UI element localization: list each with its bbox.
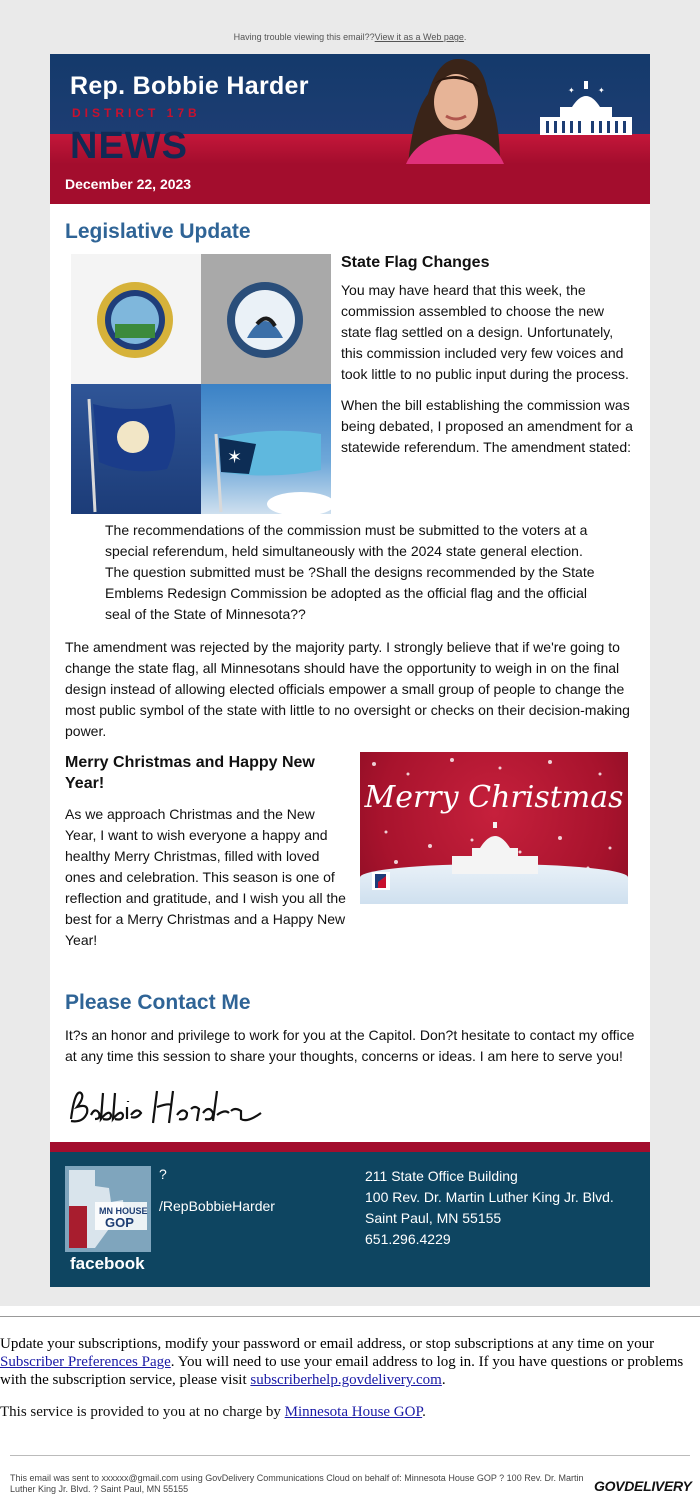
flags-and-seals-graphic [71,254,331,514]
flag-section [65,254,635,520]
legislative-update-heading: Legislative Update [65,220,251,243]
service-text [0,1403,700,1421]
address-line-3: Saint Paul, MN 55155 [365,1210,502,1226]
logo-text-gop: GOP [105,1215,134,1230]
district-label: DISTRICT 17B [72,106,201,120]
top-note [0,30,700,54]
subscription-text [0,1335,700,1389]
divider-bottom [10,1455,690,1456]
amendment-quote: The recommendations of the commission must be submitted to the voters at a special referendum, held simultaneously with the 2024 state general election. The question submitted must be ?Shall the designs recommended by the State Emblems Redesign Commission be adopted as the official flag and the official seal of the State of Minnesota?? [105,522,595,622]
newsletter-container [50,54,650,1287]
footer-red-divider [50,1142,650,1152]
state-flag-changes-heading: State Flag Changes [341,254,490,271]
svg-text:✦: ✦ [598,86,605,95]
facebook-handle-link[interactable]: /RepBobbieHarder [159,1198,275,1214]
logo-text-mn-house: MN HOUSE [99,1206,148,1216]
subscription-text-1: Update your subscriptions, modify your password or email address, or stop subscriptions at any time on your [0,1336,655,1352]
service-text-2: . [422,1404,426,1420]
flag-paragraph-1: You may have heard that this week, the commission assembled to choose the new state flag settled on a design. Unfortunately, this commission included very few voices and took little to no public input during the process. [341,282,629,382]
state-flag-comparison-image [71,254,331,514]
subscriber-preferences-link[interactable]: Subscriber Preferences Page [0,1354,171,1370]
capitol-icon [538,79,634,137]
signature-text: Bobbie Harder [65,1079,72,1080]
rep-name: Rep. Bobbie Harder [70,72,309,100]
email-footnote: This email was sent to xxxxxx@gmail.com using GovDelivery Communications Cloud on behalf of: Minnesota House GOP ? 100 Rev. Dr. Martin Luther King Jr. Blvd. ? Saint Paul, MN 55155 [10,1473,584,1494]
office-address [365,1166,614,1250]
newsletter-date: December 22, 2023 [65,176,192,192]
subscription-text-2: . You will need to use your email address to log in. If you have questions or problems with the subscription service, please visit [0,1354,684,1388]
newsletter-body [50,204,650,1142]
facebook-question-mark: ? [159,1166,167,1182]
top-note-text: Having trouble viewing this email?? [233,32,375,42]
flag-paragraph-2: When the bill establishing the commission was being debated, I proposed an amendment for a statewide referendum. The amendment stated: [341,397,633,455]
top-note-suffix: . [463,32,467,42]
christmas-paragraph: As we approach Christmas and the New Year, I want to wish everyone a happy and healthy Merry Christmas, filled with loved ones and celebration. This season is one of reflection and gratitude, and I wish you all the best for a Merry Christmas and a Happy New Year! [65,806,346,948]
subscription-text-3: . [441,1372,446,1388]
svg-text:✦: ✦ [568,86,575,95]
contact-heading: Please Contact Me [65,991,251,1014]
newsletter-footer [50,1152,650,1287]
divider-top [0,1316,700,1317]
signature-image [65,1079,265,1137]
section-spacer [65,961,635,987]
facebook-label: facebook [70,1254,145,1273]
govdelivery-logo-link[interactable]: GOVDELIVERY [594,1478,692,1494]
phone-number: 651.296.4229 [365,1231,451,1247]
flag-paragraph-3: The amendment was rejected by the majority party. I strongly believe that if we're going to change the state flag, all Minnesotans should have the opportunity to weigh in on the final design instead of allowing elected officials empower a small group of people to change the most public symbol of the state with little to no oversight or checks on their decision-making power. [65,639,630,739]
merry-christmas-text: Merry Christmas [364,780,624,815]
mn-house-gop-logo [65,1166,151,1252]
address-line-1: 211 State Office Building [365,1168,518,1184]
newsletter-header [50,54,650,204]
subscription-section [0,1316,700,1456]
christmas-section [65,752,635,961]
capitol-building-graphic [360,752,628,904]
news-wordmark: NEWS [70,125,188,167]
mn-house-gop-logo-link[interactable] [65,1166,151,1252]
minnesota-house-gop-link[interactable]: Minnesota House GOP [284,1404,423,1420]
merry-christmas-image [360,752,628,904]
svg-text:✶: ✶ [227,447,243,467]
contact-paragraph: It?s an honor and privilege to work for you at the Capitol. Don?t hesitate to contact my office at any time this session to share your thoughts, concerns or ideas. I am here to serve you! [65,1027,635,1064]
christmas-heading: Merry Christmas and Happy New Year! [65,754,315,792]
address-line-2: 100 Rev. Dr. Martin Luther King Jr. Blvd. [365,1189,614,1205]
web-page-link[interactable]: View it as a Web page [374,32,464,42]
subscriber-help-link[interactable]: subscriberhelp.govdelivery.com [250,1372,442,1388]
service-text-1: This service is provided to you at no charge by [0,1404,285,1420]
rep-portrait-image [388,54,518,164]
